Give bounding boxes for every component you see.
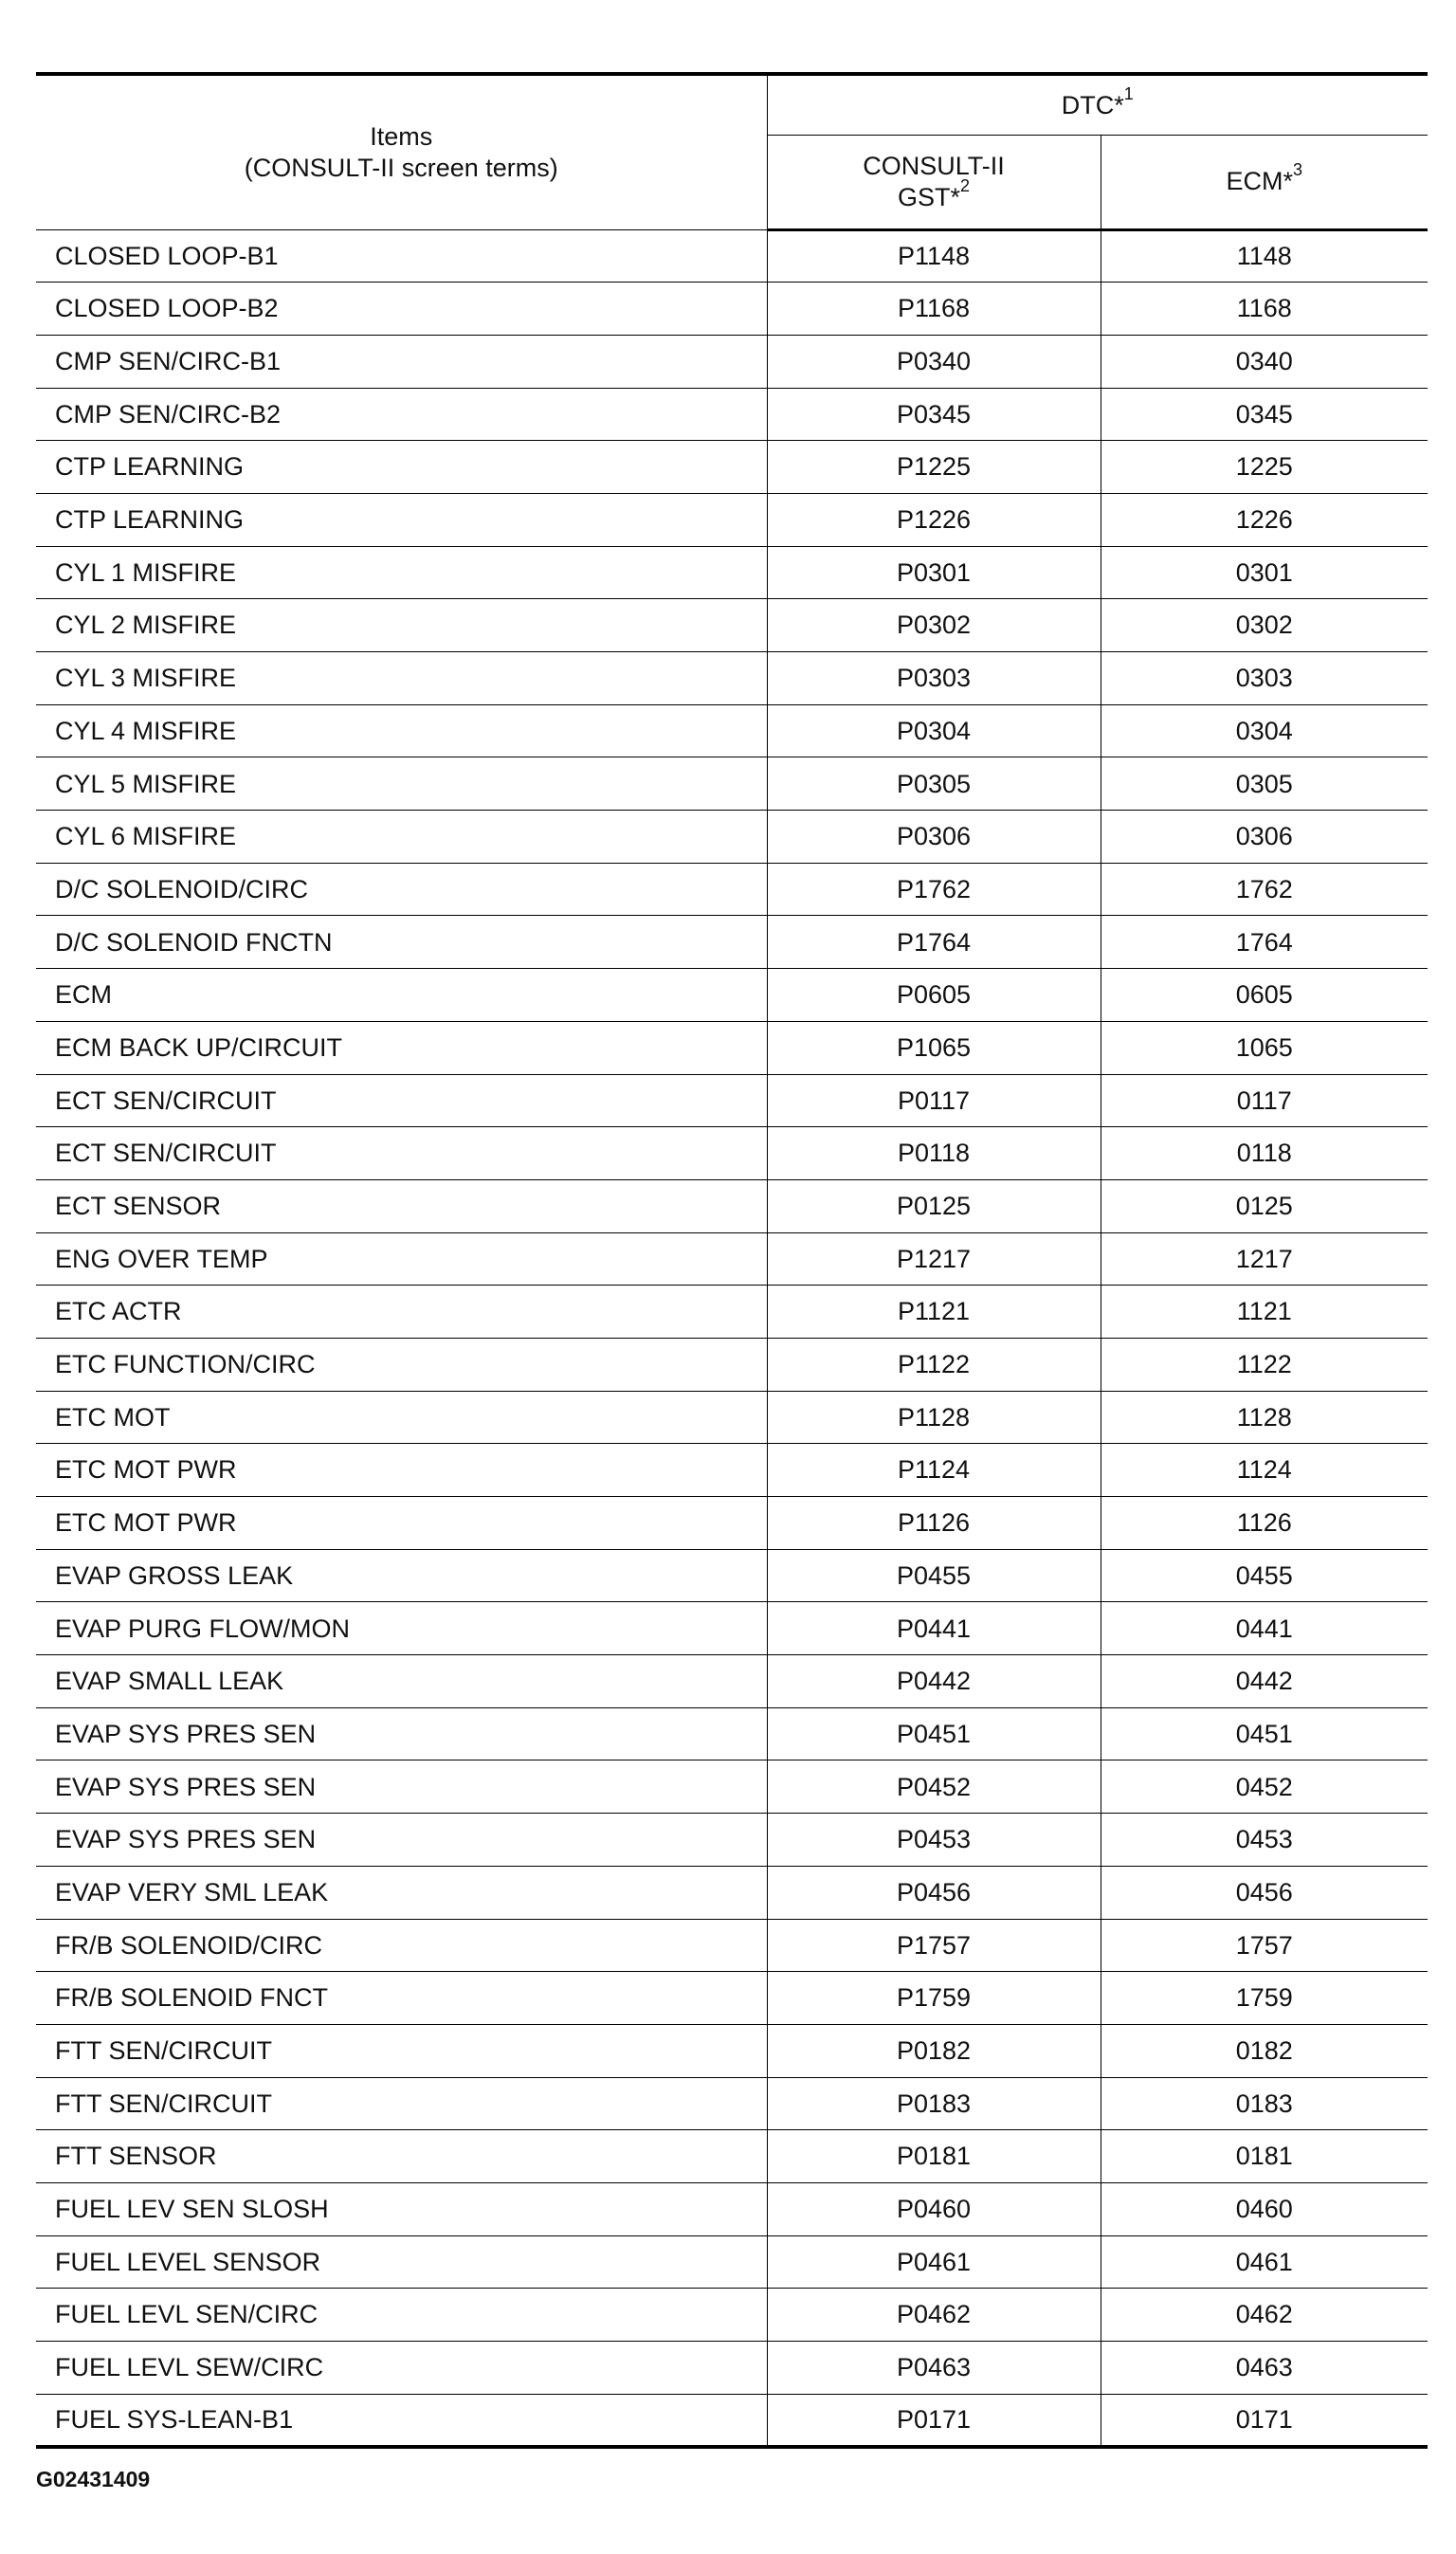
table-row (36, 2235, 1428, 2289)
table-row (36, 863, 1428, 916)
consult-code-cell: P1757 (767, 1919, 1101, 1972)
ecm-code-cell: 1762 (1101, 863, 1428, 916)
item-cell: CTP LEARNING (36, 441, 767, 494)
table-row (36, 599, 1428, 652)
table-row (36, 2394, 1428, 2447)
consult-code-cell: P0306 (767, 811, 1101, 864)
ecm-code-cell: 1764 (1101, 916, 1428, 969)
ecm-code-cell: 1121 (1101, 1286, 1428, 1339)
ecm-code-cell: 1226 (1101, 493, 1428, 546)
item-cell: ECM (36, 969, 767, 1022)
consult-code-cell: P1226 (767, 493, 1101, 546)
item-cell: ECT SENSOR (36, 1179, 767, 1232)
consult-code-cell: P1121 (767, 1286, 1101, 1339)
table-row (36, 652, 1428, 705)
ecm-code-cell: 0301 (1101, 546, 1428, 599)
item-cell: CYL 5 MISFIRE (36, 757, 767, 811)
table-row (36, 757, 1428, 811)
consult-code-cell: P1168 (767, 283, 1101, 336)
table-row (36, 704, 1428, 757)
table-row (36, 493, 1428, 546)
ecm-code-cell: 0462 (1101, 2289, 1428, 2342)
ecm-code-cell: 1217 (1101, 1232, 1428, 1286)
item-cell: ETC MOT (36, 1391, 767, 1444)
table-row (36, 1760, 1428, 1814)
ecm-code-cell: 0461 (1101, 2235, 1428, 2289)
table-row (36, 1338, 1428, 1391)
table-header (36, 74, 1428, 229)
table-row (36, 1179, 1428, 1232)
dtc-table (36, 72, 1428, 2449)
item-cell: ETC FUNCTION/CIRC (36, 1338, 767, 1391)
item-cell: CYL 4 MISFIRE (36, 704, 767, 757)
item-cell: ETC MOT PWR (36, 1444, 767, 1497)
item-cell: ENG OVER TEMP (36, 1232, 767, 1286)
table-row (36, 283, 1428, 336)
ecm-column-header (1101, 135, 1428, 229)
table-row (36, 1444, 1428, 1497)
item-cell: CLOSED LOOP-B1 (36, 229, 767, 283)
ecm-code-cell: 0306 (1101, 811, 1428, 864)
ecm-code-cell: 0452 (1101, 1760, 1428, 1814)
ecm-code-cell: 0183 (1101, 2077, 1428, 2130)
ecm-code-cell: 0451 (1101, 1707, 1428, 1760)
consult-column-header (767, 135, 1101, 229)
figure-id: G02431409 (36, 2467, 151, 2491)
table-row (36, 2130, 1428, 2183)
consult-code-cell: P0305 (767, 757, 1101, 811)
table-row (36, 1707, 1428, 1760)
ecm-code-cell: 0305 (1101, 757, 1428, 811)
consult-header-line2: GST* (897, 182, 960, 211)
ecm-code-cell: 1148 (1101, 229, 1428, 283)
consult-code-cell: P0171 (767, 2394, 1101, 2447)
consult-code-cell: P0301 (767, 546, 1101, 599)
item-cell: FR/B SOLENOID/CIRC (36, 1919, 767, 1972)
consult-code-cell: P0453 (767, 1814, 1101, 1867)
table-row (36, 2342, 1428, 2395)
table-row (36, 1232, 1428, 1286)
ecm-code-cell: 0441 (1101, 1602, 1428, 1655)
consult-code-cell: P0441 (767, 1602, 1101, 1655)
ecm-code-cell: 1757 (1101, 1919, 1428, 1972)
item-cell: CYL 2 MISFIRE (36, 599, 767, 652)
consult-code-cell: P0463 (767, 2342, 1101, 2395)
consult-header-line1: CONSULT-II (863, 152, 1005, 181)
ecm-code-cell: 1128 (1101, 1391, 1428, 1444)
consult-code-cell: P0460 (767, 2182, 1101, 2235)
table-row (36, 441, 1428, 494)
consult-code-cell: P1759 (767, 1972, 1101, 2025)
table-row (36, 1814, 1428, 1867)
ecm-code-cell: 0453 (1101, 1814, 1428, 1867)
item-cell: D/C SOLENOID FNCTN (36, 916, 767, 969)
ecm-code-cell: 1168 (1101, 283, 1428, 336)
item-cell: CYL 6 MISFIRE (36, 811, 767, 864)
ecm-code-cell: 1124 (1101, 1444, 1428, 1497)
table-row (36, 1655, 1428, 1708)
item-cell: FUEL LEV SEN SLOSH (36, 2182, 767, 2235)
table-row (36, 1286, 1428, 1339)
ecm-code-cell: 0460 (1101, 2182, 1428, 2235)
item-cell: D/C SOLENOID/CIRC (36, 863, 767, 916)
item-cell: CMP SEN/CIRC-B1 (36, 335, 767, 388)
ecm-code-cell: 0442 (1101, 1655, 1428, 1708)
dtc-footnote-marker: 1 (1123, 83, 1134, 103)
table-row (36, 1602, 1428, 1655)
consult-code-cell: P1148 (767, 229, 1101, 283)
ecm-code-cell: 0181 (1101, 2130, 1428, 2183)
table-row (36, 811, 1428, 864)
ecm-code-cell: 1122 (1101, 1338, 1428, 1391)
table-row (36, 2024, 1428, 2077)
ecm-code-cell: 1065 (1101, 1021, 1428, 1074)
table-row (36, 916, 1428, 969)
item-cell: FUEL LEVL SEW/CIRC (36, 2342, 767, 2395)
ecm-code-cell: 0303 (1101, 652, 1428, 705)
ecm-code-cell: 1759 (1101, 1972, 1428, 2025)
consult-code-cell: P1124 (767, 1444, 1101, 1497)
ecm-code-cell: 0171 (1101, 2394, 1428, 2447)
item-cell: CMP SEN/CIRC-B2 (36, 388, 767, 441)
consult-code-cell: P1762 (767, 863, 1101, 916)
consult-code-cell: P0442 (767, 1655, 1101, 1708)
consult-code-cell: P0182 (767, 2024, 1101, 2077)
ecm-code-cell: 0456 (1101, 1866, 1428, 1919)
consult-code-cell: P1122 (767, 1338, 1101, 1391)
table-row (36, 335, 1428, 388)
table-row (36, 229, 1428, 283)
ecm-code-cell: 1225 (1101, 441, 1428, 494)
item-cell: CTP LEARNING (36, 493, 767, 546)
ecm-code-cell: 0117 (1101, 1074, 1428, 1127)
consult-code-cell: P0117 (767, 1074, 1101, 1127)
dtc-group-header (767, 74, 1428, 135)
item-cell: EVAP SYS PRES SEN (36, 1760, 767, 1814)
table-row (36, 969, 1428, 1022)
consult-code-cell: P0340 (767, 335, 1101, 388)
item-cell: FTT SENSOR (36, 2130, 767, 2183)
item-cell: EVAP VERY SML LEAK (36, 1866, 767, 1919)
ecm-code-cell: 0463 (1101, 2342, 1428, 2395)
table-row (36, 1866, 1428, 1919)
consult-code-cell: P0452 (767, 1760, 1101, 1814)
consult-code-cell: P1225 (767, 441, 1101, 494)
ecm-code-cell: 0605 (1101, 969, 1428, 1022)
consult-code-cell: P0118 (767, 1127, 1101, 1180)
consult-code-cell: P0345 (767, 388, 1101, 441)
consult-code-cell: P1217 (767, 1232, 1101, 1286)
consult-code-cell: P0303 (767, 652, 1101, 705)
item-cell: CYL 3 MISFIRE (36, 652, 767, 705)
item-cell: ETC ACTR (36, 1286, 767, 1339)
item-cell: ECT SEN/CIRCUIT (36, 1127, 767, 1180)
ecm-code-cell: 0125 (1101, 1179, 1428, 1232)
ecm-code-cell: 0118 (1101, 1127, 1428, 1180)
items-column-header (36, 74, 767, 229)
item-cell: FUEL LEVEL SENSOR (36, 2235, 767, 2289)
consult-code-cell: P0183 (767, 2077, 1101, 2130)
consult-code-cell: P0455 (767, 1549, 1101, 1602)
item-cell: FUEL LEVL SEN/CIRC (36, 2289, 767, 2342)
item-cell: FR/B SOLENOID FNCT (36, 1972, 767, 2025)
table-body (36, 229, 1428, 2447)
consult-code-cell: P0304 (767, 704, 1101, 757)
item-cell: EVAP PURG FLOW/MON (36, 1602, 767, 1655)
item-cell: FUEL SYS-LEAN-B1 (36, 2394, 767, 2447)
ecm-code-cell: 0182 (1101, 2024, 1428, 2077)
table-row (36, 1972, 1428, 2025)
table-row (36, 2182, 1428, 2235)
item-cell: ECT SEN/CIRCUIT (36, 1074, 767, 1127)
consult-code-cell: P0605 (767, 969, 1101, 1022)
consult-code-cell: P1764 (767, 916, 1101, 969)
ecm-code-cell: 0455 (1101, 1549, 1428, 1602)
consult-code-cell: P0181 (767, 2130, 1101, 2183)
table-row (36, 2289, 1428, 2342)
table-row (36, 1497, 1428, 1550)
consult-code-cell: P0461 (767, 2235, 1101, 2289)
item-cell: FTT SEN/CIRCUIT (36, 2024, 767, 2077)
consult-code-cell: P1126 (767, 1497, 1101, 1550)
consult-code-cell: P0462 (767, 2289, 1101, 2342)
items-header-line2: (CONSULT-II screen terms) (244, 153, 558, 182)
item-cell: CYL 1 MISFIRE (36, 546, 767, 599)
item-cell: EVAP SYS PRES SEN (36, 1814, 767, 1867)
items-header-line1: Items (370, 122, 433, 152)
ecm-code-cell: 0302 (1101, 599, 1428, 652)
ecm-code-cell: 0304 (1101, 704, 1428, 757)
consult-code-cell: P0125 (767, 1179, 1101, 1232)
table-row (36, 1074, 1428, 1127)
item-cell: ETC MOT PWR (36, 1497, 767, 1550)
item-cell: FTT SEN/CIRCUIT (36, 2077, 767, 2130)
ecm-code-cell: 1126 (1101, 1497, 1428, 1550)
consult-code-cell: P0302 (767, 599, 1101, 652)
item-cell: EVAP SYS PRES SEN (36, 1707, 767, 1760)
consult-footnote-marker: 2 (960, 175, 971, 195)
item-cell: EVAP SMALL LEAK (36, 1655, 767, 1708)
table-row (36, 1127, 1428, 1180)
table-row (36, 1391, 1428, 1444)
table-row (36, 1919, 1428, 1972)
ecm-header-label: ECM* (1226, 167, 1293, 196)
consult-code-cell: P0451 (767, 1707, 1101, 1760)
item-cell: ECM BACK UP/CIRCUIT (36, 1021, 767, 1074)
table-row (36, 1021, 1428, 1074)
table-row (36, 1549, 1428, 1602)
ecm-code-cell: 0340 (1101, 335, 1428, 388)
ecm-code-cell: 0345 (1101, 388, 1428, 441)
table-row (36, 546, 1428, 599)
consult-code-cell: P1128 (767, 1391, 1101, 1444)
item-cell: EVAP GROSS LEAK (36, 1549, 767, 1602)
consult-code-cell: P0456 (767, 1866, 1101, 1919)
table-row (36, 2077, 1428, 2130)
consult-code-cell: P1065 (767, 1021, 1101, 1074)
table-row (36, 388, 1428, 441)
item-cell: CLOSED LOOP-B2 (36, 283, 767, 336)
dtc-header-label: DTC* (1061, 90, 1124, 119)
ecm-footnote-marker: 3 (1293, 160, 1303, 180)
